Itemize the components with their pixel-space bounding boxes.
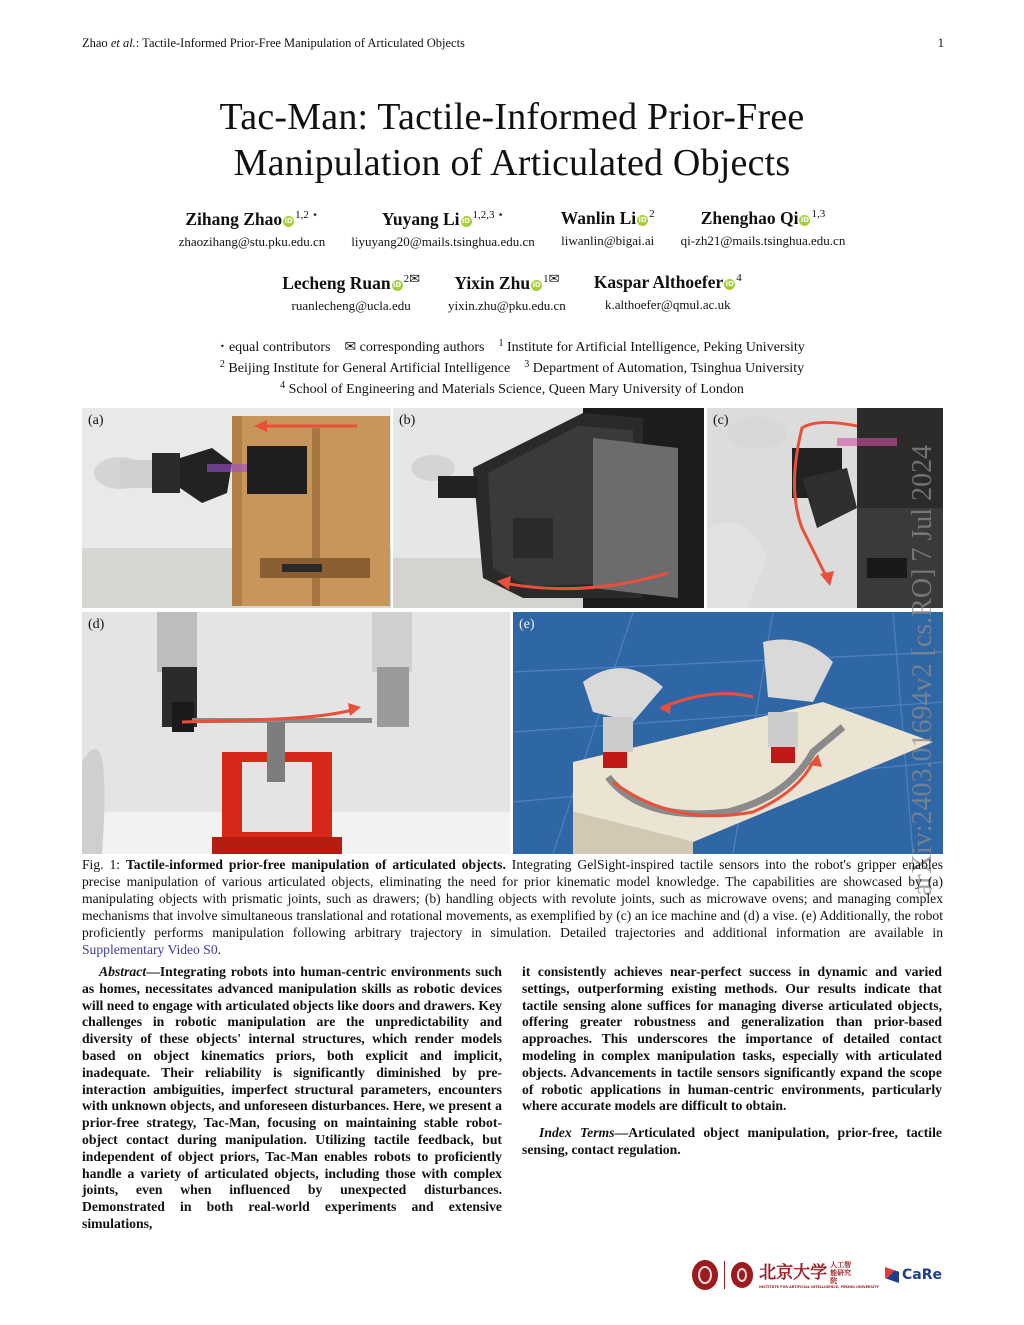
- panel-label-e: (e): [519, 617, 535, 632]
- author-email[interactable]: k.althoefer@qmul.ac.uk: [604, 297, 731, 312]
- affil-num-4: 4: [280, 380, 286, 391]
- caption-text: Integrating GelSight-inspired tactile sensors into the robot's gripper enables precise manipulation of various articulated objects, eliminating the need for prior kinematic model knowledge. The capabilities are showcased by (a) manipulating objects with prismatic joints, such as drawers; (b) handling objects with revolute joints, such as microwave ovens; and managing complex mechanisms that involve simultaneous translational and rotational movements, as exemplified by (c) an ice machine and (d) a vise. (e) Additionally, the robot proficiently performs manipulation following arbitrary trajectory in simulation. Detailed trajectories and additional information are available in: [82, 857, 943, 940]
- envelope-icon: ✉: [344, 339, 357, 355]
- iai-logo-text-en: INSTITUTE FOR ARTIFICIAL INTELLIGENCE, PEKING UNIVERSITY: [759, 1285, 879, 1289]
- author-name: Kaspar Althoefer: [593, 272, 724, 292]
- panel-label-c: (c): [713, 413, 729, 428]
- panel-label-a: (a): [88, 413, 104, 428]
- affil-num-1: 1: [498, 338, 504, 349]
- author-name: Yixin Zhu: [454, 273, 531, 293]
- affil-num-2: 2: [219, 359, 225, 370]
- author-name-line: [179, 208, 326, 230]
- author-name-line: [561, 208, 655, 229]
- author-affiliation-marks: 2: [403, 273, 410, 285]
- affiliations: [0, 335, 1024, 398]
- affiliation-4: School of Engineering and Materials Science, Queen Mary University of London: [285, 382, 744, 397]
- abstract-paragraph: [82, 964, 502, 1233]
- author-block: [594, 272, 742, 314]
- caption-bold: Tactile-informed prior-free manipulation of articulated objects.: [125, 857, 506, 872]
- author-block: [282, 272, 420, 314]
- author-block: [179, 208, 326, 250]
- paper-title-line2: Manipulation of Articulated Objects: [233, 142, 791, 184]
- index-terms-text: —Articulated object manipulation, prior-free, tactile sensing, contact regulation.: [522, 1125, 942, 1157]
- panel-label-d: (d): [88, 617, 105, 632]
- figure-panel-e: [513, 612, 943, 854]
- author-email[interactable]: yixin.zhu@pku.edu.cn: [448, 298, 566, 313]
- orcid-icon[interactable]: iD: [461, 217, 471, 225]
- abstract-lead: Abstract: [99, 964, 147, 979]
- author-affiliation-marks: 1,3: [811, 208, 826, 220]
- author-email[interactable]: liyuyang20@mails.tsinghua.edu.cn: [351, 234, 535, 249]
- affiliation-3: Department of Automation, Tsinghua University: [529, 361, 805, 376]
- envelope-icon: ✉: [548, 272, 560, 287]
- abstract-column-right: [522, 964, 942, 1159]
- abstract-column-left: [82, 964, 502, 1233]
- author-block: [448, 272, 566, 314]
- figure-panel-b: [393, 408, 704, 608]
- affil-num-3: 3: [524, 359, 530, 370]
- running-head: [82, 36, 944, 51]
- iai-logo-text-cn: 人工智能研究院: [830, 1261, 852, 1285]
- author-list-row1: [0, 208, 1024, 250]
- figure-panel-a: [82, 408, 391, 608]
- figure-1: [82, 408, 943, 854]
- index-terms: [522, 1125, 942, 1159]
- running-head-authors: Zhao: [82, 36, 108, 50]
- panel-label-b: (b): [399, 413, 416, 428]
- arxiv-stamp-text: arXiv:2403.01694v2 [cs.RO] 7 Jul 2024: [907, 444, 938, 896]
- affiliation-2: Beijing Institute for General Artificial Intelligence: [224, 361, 511, 376]
- caption-end: .: [217, 942, 222, 957]
- affiliation-line2: [0, 356, 1024, 377]
- author-name-line: [351, 208, 534, 230]
- affiliation-line3: [0, 377, 1024, 398]
- affiliation-1: Institute for Artificial Intelligence, Peking University: [503, 340, 805, 355]
- author-block: [561, 208, 655, 250]
- simulation-trajectory-illustration: [513, 612, 943, 854]
- running-head-title: [82, 36, 465, 51]
- corresponding-note: corresponding authors: [356, 340, 485, 355]
- author-affiliation-marks: 1,2 ⋆: [295, 209, 319, 221]
- figure-panel-d: [82, 612, 510, 854]
- author-name: Zihang Zhao: [185, 209, 283, 229]
- paper-title: [120, 94, 904, 186]
- author-email[interactable]: qi-zh21@mails.tsinghua.edu.cn: [680, 233, 846, 248]
- orcid-icon[interactable]: iD: [284, 217, 293, 225]
- author-name-line: [448, 272, 566, 294]
- abstract-continuation: [522, 964, 942, 1115]
- author-email[interactable]: liwanlin@bigai.ai: [561, 233, 655, 248]
- abstract-text-right: it consistently achieves near-perfect success in dynamic and varied settings, outperforming existing methods. Our results indicate that tactile sensing alone suffices for managing diverse articulated objects, offering greater robustness and generalization than prior-based approaches. This underscores the importance of detailed contact modeling in complex manipulation tasks, especially with articulated objects. Advancements in tactile sensors significantly expand the scope of robotic applications in human-centric environments, particularly where accurate models are difficult to obtain.: [522, 964, 942, 1114]
- author-affiliation-marks: 1: [543, 273, 549, 285]
- author-affiliation-marks: 2: [649, 208, 655, 220]
- logo-divider: [724, 1261, 725, 1289]
- star-icon: ⋆: [219, 341, 226, 352]
- pku-iai-wordmark: [759, 1261, 879, 1289]
- vise-manipulation-illustration: [82, 612, 510, 854]
- orcid-icon[interactable]: iD: [638, 216, 647, 224]
- figure-caption: [82, 856, 943, 958]
- pku-seal-icon: [692, 1260, 718, 1290]
- author-email[interactable]: zhaozihang@stu.pku.edu.cn: [178, 234, 326, 249]
- care-logo: [885, 1267, 942, 1283]
- supplementary-video-link[interactable]: Supplementary Video S0: [82, 942, 218, 957]
- orcid-icon[interactable]: iD: [800, 216, 810, 224]
- arxiv-stamp: [895, 340, 941, 900]
- orcid-icon[interactable]: iD: [532, 281, 541, 289]
- iai-seal-icon: [731, 1262, 753, 1288]
- author-name: Wanlin Li: [560, 208, 637, 228]
- drawer-manipulation-illustration: [82, 408, 391, 608]
- equal-contrib-note: equal contributors: [225, 340, 331, 355]
- affiliation-line1: [0, 335, 1024, 356]
- author-name: Zhenghao Qi: [700, 208, 799, 228]
- paper-title-line1: Tac-Man: Tactile-Informed Prior-Free: [219, 96, 805, 138]
- pku-iai-wordmark-top: [759, 1261, 879, 1285]
- author-affiliation-marks: 4: [736, 272, 742, 284]
- envelope-icon: ✉: [409, 272, 421, 287]
- author-block: [681, 208, 846, 250]
- author-name-line: [681, 208, 846, 229]
- author-affiliation-marks: 1,2,3 ⋆: [472, 209, 505, 221]
- running-head-text: : Tactile-Informed Prior-Free Manipulation of Articulated Objects: [135, 36, 465, 50]
- microwave-manipulation-illustration: [393, 408, 704, 608]
- author-name-line: [594, 272, 742, 293]
- author-name: Yuyang Li: [381, 209, 460, 229]
- caption-label: Fig. 1:: [82, 857, 126, 872]
- care-logo-text: CaRe: [901, 1267, 942, 1283]
- author-name: Lecheng Ruan: [282, 273, 391, 293]
- care-mark-icon: [885, 1267, 899, 1283]
- orcid-icon[interactable]: iD: [393, 281, 402, 289]
- running-head-et-al: et al.: [110, 36, 136, 50]
- orcid-icon[interactable]: iD: [725, 280, 734, 288]
- author-list-row2: [0, 272, 1024, 314]
- author-email[interactable]: ruanlecheng@ucla.edu: [291, 298, 411, 313]
- index-terms-lead: Index Terms: [539, 1125, 615, 1141]
- abstract-text-left: —Integrating robots into human-centric environments such as homes, necessitates advanced manipulation skills as robotic devices will need to engage with articulated objects like doors and drawers. Key challenges in robotic manipulation are the unpredictability and diversity of these objects' internal structures, which render models based on object kinematics priors, both explicit and implicit, inadequate. Their reliability is significantly diminished by pre-interaction ambiguities, imperfect structural parameters, encounters with unknown objects, and unforeseen disturbances. Here, we present a prior-free strategy, Tac-Man, focusing on maintaining stable robot-object contact during manipulation. Utilizing tactile feedback, but independent of object priors, Tac-Man enables robots to proficiently handle a variety of articulated objects, including those with complex joints, even when influenced by unexpected disturbances. Demonstrated in both real-world experiments and extensive simulations,: [82, 964, 502, 1231]
- author-block: [351, 208, 534, 250]
- author-name-line: [282, 272, 420, 294]
- institution-logos: [692, 1258, 942, 1292]
- pku-logo-text: 北京大学: [759, 1263, 828, 1283]
- page-number: 1: [937, 36, 944, 50]
